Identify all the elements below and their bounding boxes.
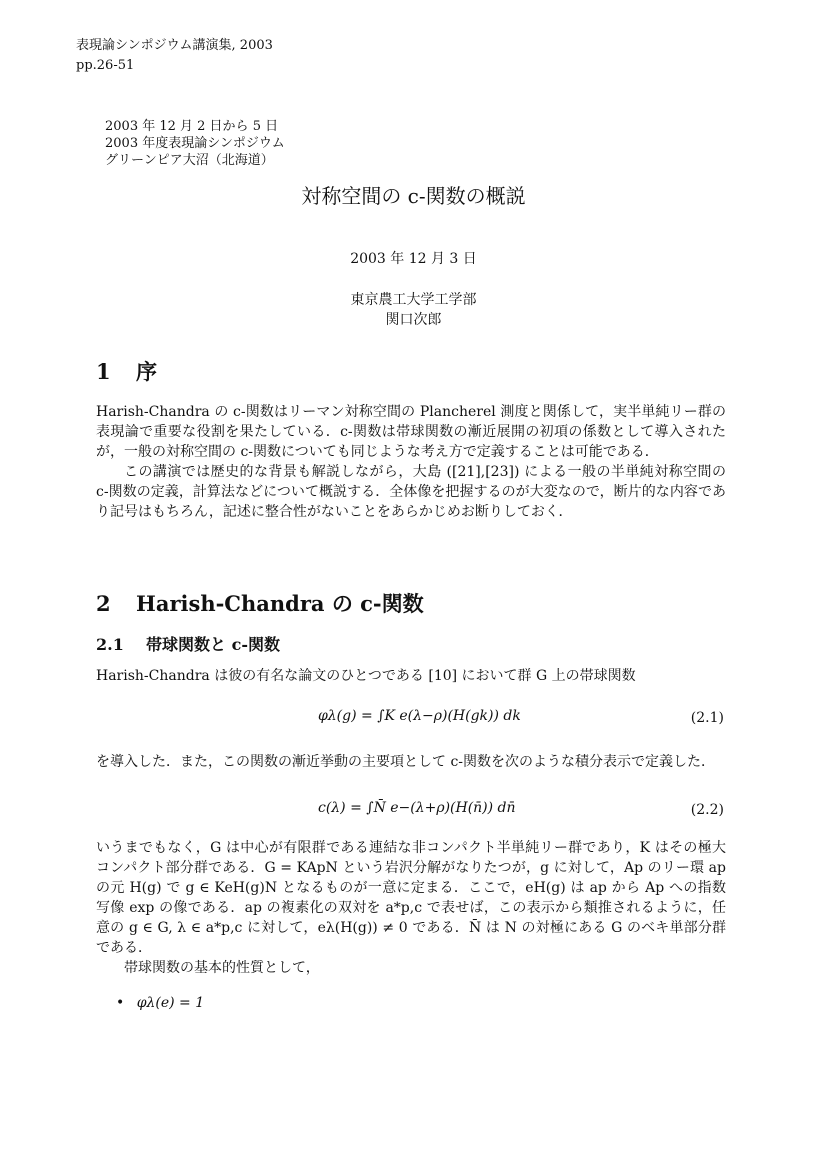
list-item <box>116 995 204 1011</box>
section-2-heading <box>96 588 424 618</box>
paragraph: いうまでもなく，G は中心が有限群である連結な非コンパクト半単純リー群であり，K はその極大コンパクト部分群である．G = KApN という岩沢分解がなりたつが，g に対して，Ap のリー環 ap の元 H(g) で g ∈ KeH(g)N となるものが一意に定まる．ここで，eH(g) は ap から Ap への指数写像 exp の像である．ap の複素化の双対を a*p,c で表せば，この表示から類推されるように，任意の g ∈ G, λ ∈ a*p,c に対して，eλ(H(g)) ≠ 0 である．N̄ は N の対極にある G のベキ単部分群である． <box>96 840 726 956</box>
subsection-number: 2.1 <box>96 635 124 654</box>
meta-dates: 2003 年 12 月 2 日から 5 日 <box>105 119 279 134</box>
equation-2-1: φλ(g) = ∫K e(λ−ρ)(H(gk)) dk <box>318 708 521 724</box>
equation-number: (2.1) <box>690 710 724 726</box>
section-number: 1 <box>96 359 111 384</box>
equation-2-2: c(λ) = ∫N̄ e−(λ+ρ)(H(n̄)) dn̄ <box>318 800 516 816</box>
paragraph: この講演では歴史的な背景も解説しながら，大島 ([21],[23]) による一般の半単純対称空間の c-関数の定義，計算法などについて概説する．全体像を把握するのが大変なので，断片的な内容であり記号はもちろん，記述に整合性がないことをあらかじめお断りしておく． <box>96 464 726 520</box>
section-2-body <box>96 838 726 978</box>
section-title: Harish-Chandra の c-関数 <box>136 591 424 616</box>
meta-event: 2003 年度表現論シンポジウム <box>105 136 285 151</box>
paper-date: 2003 年 12 月 3 日 <box>350 251 477 267</box>
bullet-icon: • <box>116 995 125 1011</box>
subsection-2-1-heading <box>96 632 280 655</box>
section-title: 序 <box>136 359 157 384</box>
paragraph: を導入した．また，この関数の漸近挙動の主要項として c-関数を次のような積分表示で定義した． <box>96 754 716 770</box>
meta-venue: グリーンピア大沼（北海道） <box>105 153 274 168</box>
author-affiliation: 東京農工大学工学部 <box>350 292 477 308</box>
section-1-body <box>96 402 726 522</box>
paragraph: 帯球関数の基本的性質として， <box>124 960 320 976</box>
paragraph: Harish-Chandra の c-関数はリーマン対称空間の Plancherel 測度と関係して，実半単純リー群の表現論で重要な役割を果たしている．c-関数は帯球関数の漸近展開の初項の係数として導入されたが，一般の対称空間の c-関数についても同じような考え方で定義することは可能である． <box>96 404 726 460</box>
author-name: 関口次郎 <box>385 312 442 328</box>
equation-number: (2.2) <box>690 802 724 818</box>
paper-title: 対称空間の c-関数の概説 <box>301 184 526 208</box>
subsection-title: 帯球関数と c-関数 <box>146 635 280 654</box>
subsection-intro: Harish-Chandra は彼の有名な論文のひとつである [10] において群 G 上の帯球関数 <box>96 668 636 684</box>
running-header-proceedings: 表現論シンポジウム講演集, 2003 <box>76 38 273 53</box>
list-item-text: φλ(e) = 1 <box>136 995 205 1011</box>
section-number: 2 <box>96 591 111 616</box>
section-1-heading <box>96 356 157 386</box>
running-header-pages: pp.26-51 <box>76 58 135 73</box>
